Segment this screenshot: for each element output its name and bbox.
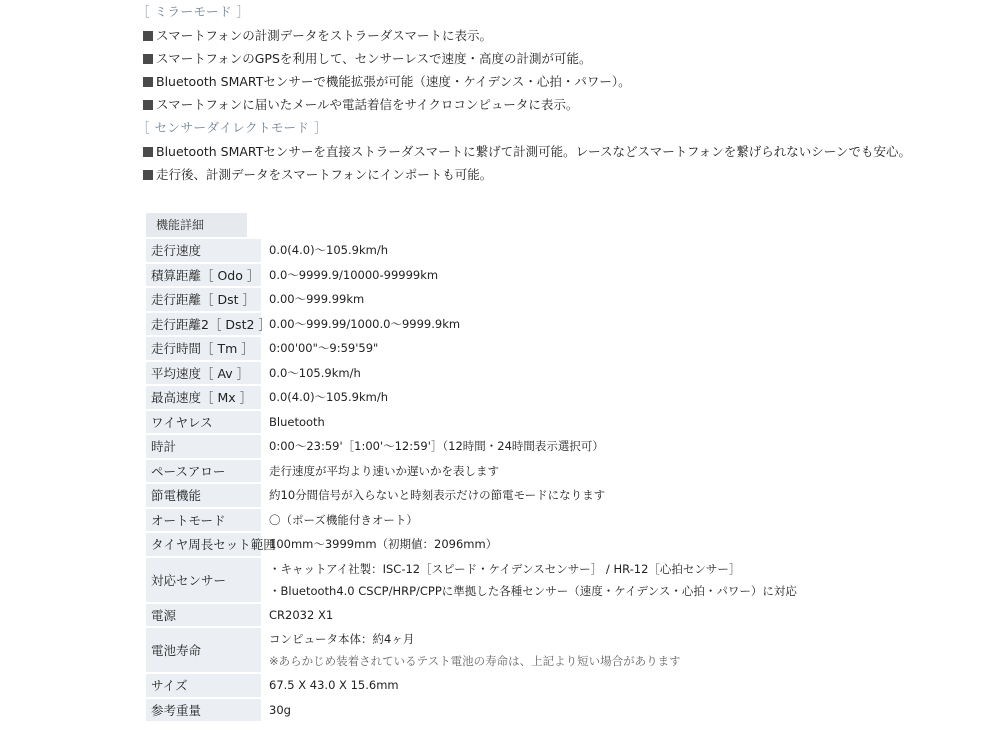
spec-row [146,509,976,534]
spec-row [146,313,976,338]
spec-row [146,362,976,387]
spec-label: 電池寿命 [146,628,261,674]
square-bullet-icon [143,100,153,110]
spec-label: 対応センサー [146,558,261,604]
spec-value-line: 0.0〜9999.9/10000-99999km [269,267,439,282]
spec-value [261,509,976,534]
mirror-mode-heading: ［ ミラーモード ］ [137,4,250,19]
spec-value-line: ・Bluetooth4.0 CSCP/HRP/CPPに準拠した各種センサー（速度・ケイデンス・心拍・パワー）に対応 [269,583,797,598]
square-bullet-icon [143,170,153,180]
spec-row [146,699,976,724]
spec-value-line: 〇（ポーズ機能付きオート） [269,512,418,527]
spec-value [261,699,976,724]
bullet-text: Bluetooth SMARTセンサーで機能拡張が可能（速度・ケイデンス・心拍・パワー）。 [156,74,631,89]
spec-value [261,674,976,699]
spec-value [261,239,976,264]
spec-label: 節電機能 [146,484,261,509]
bullet-text: スマートフォンの計測データをストラーダスマートに表示。 [156,28,493,43]
spec-value [261,411,976,436]
spec-row [146,435,976,460]
bullet-text: 走行後、計測データをスマートフォンにインポートも可能。 [156,167,493,182]
spec-value [261,435,976,460]
mirror-mode-item [137,70,977,93]
spec-row [146,411,976,436]
spec-value-line: CR2032 X1 [269,607,334,622]
mirror-mode-item [137,24,977,47]
feature-content [137,0,977,237]
spec-label: 走行距離2［ Dst2 ］ [146,313,261,338]
spec-value-line: 0.00〜999.99km [269,292,365,307]
spec-label: 参考重量 [146,699,261,724]
spec-label: サイズ [146,674,261,699]
spec-label: 電源 [146,604,261,629]
square-bullet-icon [143,31,153,41]
bullet-text: スマートフォンのGPSを利用して、センサーレスで速度・高度の計測が可能。 [156,51,592,66]
sensor-direct-mode-item [137,140,977,163]
bullet-text: スマートフォンに届いたメールや電話着信をサイクロコンピュータに表示。 [156,97,579,112]
spec-row [146,628,976,674]
spec-table [146,239,976,723]
sensor-direct-mode-heading: ［ センサーダイレクトモード ］ [137,120,327,135]
spec-value [261,337,976,362]
spec-value [261,628,976,674]
spec-label: タイヤ周長セット範囲 [146,533,261,558]
spec-value [261,362,976,387]
spec-value-line: 0.0(4.0)〜105.9km/h [269,243,388,258]
spec-row [146,264,976,289]
spec-value-line: 30g [269,702,291,717]
spec-label: 平均速度［ Av ］ [146,362,261,387]
spec-value [261,264,976,289]
spec-row [146,533,976,558]
spec-row [146,386,976,411]
spec-row [146,484,976,509]
spec-value-line: ・キャットアイ社製：ISC-12［スピード・ケイデンスセンサー］ / HR-12［心拍センサー］ [269,561,741,576]
spec-label: 走行速度 [146,239,261,264]
mirror-mode-item [137,47,977,70]
square-bullet-icon [143,77,153,87]
spec-row [146,674,976,699]
spec-value [261,533,976,558]
spec-label: 走行距離［ Dst ］ [146,288,261,313]
spec-value-line: 0.00〜999.99/1000.0〜9999.9km [269,316,461,331]
mirror-mode-item [137,93,977,116]
spec-value [261,313,976,338]
spec-value-line: 0.0(4.0)〜105.9km/h [269,390,388,405]
spec-value-line: 0:00'00"〜9:59'59" [269,341,379,356]
spec-row [146,337,976,362]
spec-label: 時計 [146,435,261,460]
spec-row [146,558,976,604]
square-bullet-icon [143,54,153,64]
square-bullet-icon [143,147,153,157]
spec-label: オートモード [146,509,261,534]
spec-value-line: Bluetooth [269,414,325,429]
spec-value-line: 67.5 X 43.0 X 15.6mm [269,678,399,693]
spec-value [261,386,976,411]
spec-value-line: 0.0〜105.9km/h [269,365,361,380]
spec-value [261,484,976,509]
spec-value-line: コンピュータ本体：約4ヶ月 [269,632,415,646]
spec-value-line: ※あらかじめ装着されているテスト電池の寿命は、上記より短い場合があります [269,654,681,668]
spec-label: ペースアロー [146,460,261,485]
spec-row [146,460,976,485]
spec-value [261,460,976,485]
spec-value-line: 0:00〜23:59'［1:00'〜12:59'］（12時間・24時間表示選択可） [269,439,604,454]
spec-row [146,604,976,629]
spec-value-line: 走行速度が平均より速いか遅いかを表します [269,463,499,478]
spec-row [146,288,976,313]
spec-label: 走行時間［ Tm ］ [146,337,261,362]
spec-label: 積算距離［ Odo ］ [146,264,261,289]
bullet-text: Bluetooth SMARTセンサーを直接ストラーダスマートに繋げて計測可能。レースなどスマートフォンを繋げられないシーンでも安心。 [156,144,911,159]
spec-value [261,558,976,604]
spec-value [261,604,976,629]
spec-value-line: 約10分間信号が入らないと時刻表示だけの節電モードになります [269,488,606,503]
spec-row [146,239,976,264]
spec-label: 最高速度［ Mx ］ [146,386,261,411]
spec-value [261,288,976,313]
specs-title: 機能詳細 [146,213,247,237]
spec-label: ワイヤレス [146,411,261,436]
spec-value-line: 100mm〜3999mm（初期値：2096mm） [269,537,498,552]
sensor-direct-mode-item [137,163,977,186]
